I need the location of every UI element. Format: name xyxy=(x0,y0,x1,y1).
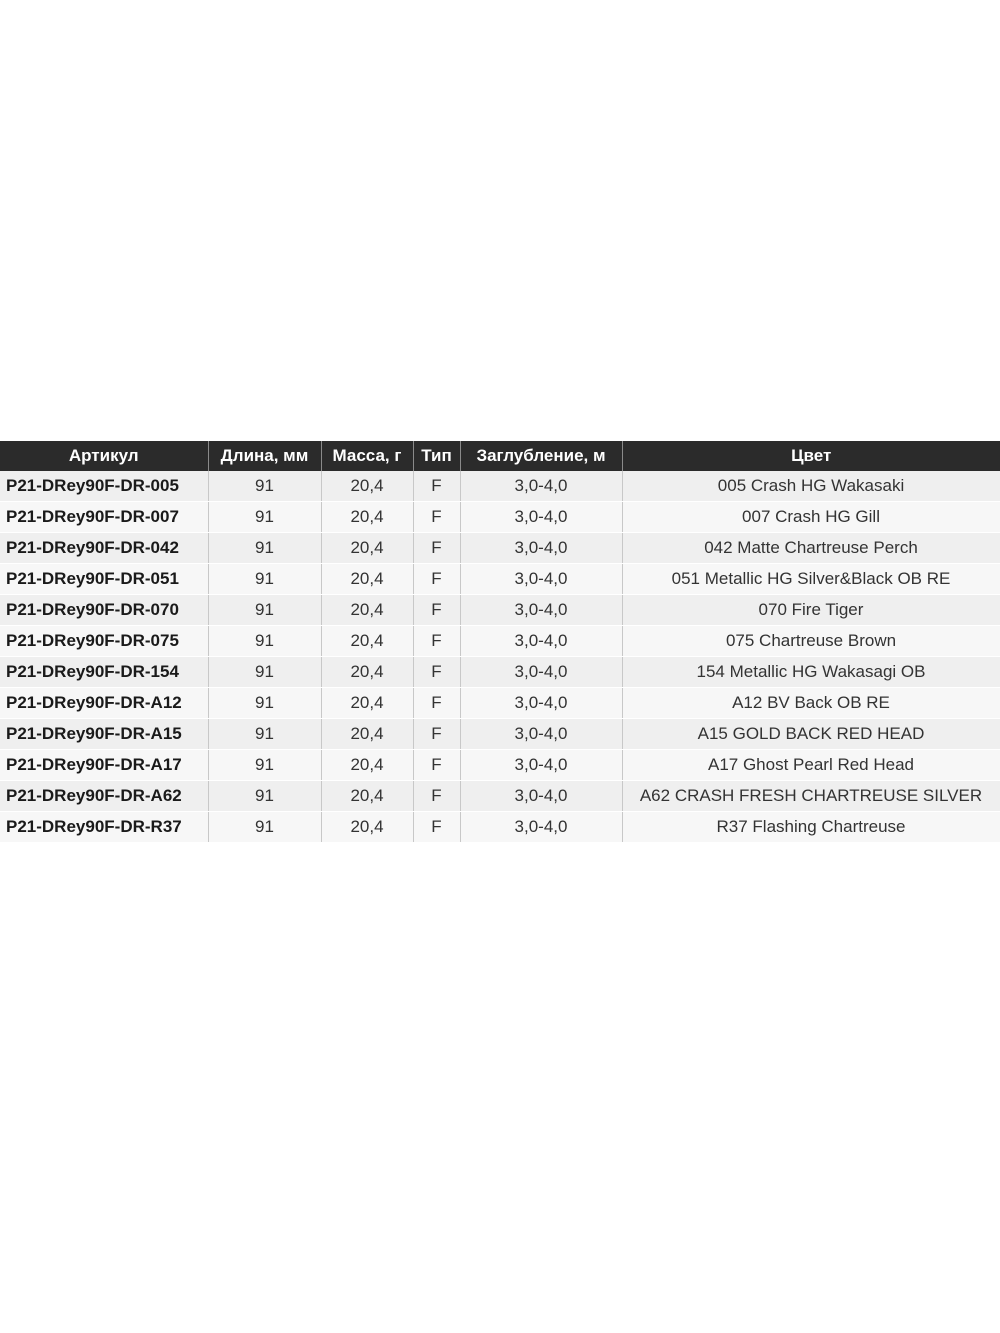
table-row xyxy=(0,781,1000,812)
table-body xyxy=(0,471,1000,843)
cell-type: F xyxy=(413,595,460,626)
cell-length: 91 xyxy=(208,657,321,688)
cell-sku: P21-DRey90F-DR-A17 xyxy=(0,750,208,781)
cell-type: F xyxy=(413,564,460,595)
cell-color: A15 GOLD BACK RED HEAD xyxy=(622,719,1000,750)
cell-depth: 3,0-4,0 xyxy=(460,533,622,564)
header-depth: Заглубление, м xyxy=(460,441,622,471)
header-mass: Масса, г xyxy=(321,441,413,471)
cell-mass: 20,4 xyxy=(321,533,413,564)
cell-type: F xyxy=(413,626,460,657)
cell-depth: 3,0-4,0 xyxy=(460,719,622,750)
product-spec-table xyxy=(0,441,1000,843)
cell-sku: P21-DRey90F-DR-075 xyxy=(0,626,208,657)
cell-sku: P21-DRey90F-DR-A12 xyxy=(0,688,208,719)
header-length: Длина, мм xyxy=(208,441,321,471)
cell-depth: 3,0-4,0 xyxy=(460,688,622,719)
table-row xyxy=(0,750,1000,781)
cell-type: F xyxy=(413,502,460,533)
cell-mass: 20,4 xyxy=(321,595,413,626)
cell-sku: P21-DRey90F-DR-A62 xyxy=(0,781,208,812)
cell-length: 91 xyxy=(208,626,321,657)
cell-mass: 20,4 xyxy=(321,719,413,750)
cell-depth: 3,0-4,0 xyxy=(460,471,622,502)
table-row xyxy=(0,688,1000,719)
cell-sku: P21-DRey90F-DR-042 xyxy=(0,533,208,564)
cell-depth: 3,0-4,0 xyxy=(460,564,622,595)
header-color: Цвет xyxy=(622,441,1000,471)
header-type: Тип xyxy=(413,441,460,471)
cell-sku: P21-DRey90F-DR-154 xyxy=(0,657,208,688)
cell-depth: 3,0-4,0 xyxy=(460,750,622,781)
cell-depth: 3,0-4,0 xyxy=(460,657,622,688)
table-row xyxy=(0,595,1000,626)
cell-length: 91 xyxy=(208,471,321,502)
cell-type: F xyxy=(413,471,460,502)
cell-color: 042 Matte Chartreuse Perch xyxy=(622,533,1000,564)
cell-color: 075 Chartreuse Brown xyxy=(622,626,1000,657)
cell-sku: P21-DRey90F-DR-A15 xyxy=(0,719,208,750)
cell-length: 91 xyxy=(208,595,321,626)
cell-sku: P21-DRey90F-DR-007 xyxy=(0,502,208,533)
cell-length: 91 xyxy=(208,719,321,750)
cell-length: 91 xyxy=(208,564,321,595)
cell-type: F xyxy=(413,812,460,843)
cell-length: 91 xyxy=(208,533,321,564)
cell-sku: P21-DRey90F-DR-070 xyxy=(0,595,208,626)
cell-length: 91 xyxy=(208,812,321,843)
cell-type: F xyxy=(413,750,460,781)
cell-color: A62 CRASH FRESH CHARTREUSE SILVER xyxy=(622,781,1000,812)
cell-type: F xyxy=(413,657,460,688)
cell-color: 154 Metallic HG Wakasagi OB xyxy=(622,657,1000,688)
cell-mass: 20,4 xyxy=(321,626,413,657)
product-spec-table-wrapper xyxy=(0,441,1000,843)
header-row xyxy=(0,441,1000,471)
cell-sku: P21-DRey90F-DR-051 xyxy=(0,564,208,595)
cell-length: 91 xyxy=(208,750,321,781)
cell-mass: 20,4 xyxy=(321,564,413,595)
cell-mass: 20,4 xyxy=(321,750,413,781)
cell-color: 005 Crash HG Wakasaki xyxy=(622,471,1000,502)
cell-depth: 3,0-4,0 xyxy=(460,781,622,812)
table-row xyxy=(0,719,1000,750)
table-row xyxy=(0,533,1000,564)
cell-color: 007 Crash HG Gill xyxy=(622,502,1000,533)
cell-type: F xyxy=(413,719,460,750)
cell-color: R37 Flashing Chartreuse xyxy=(622,812,1000,843)
cell-depth: 3,0-4,0 xyxy=(460,595,622,626)
cell-mass: 20,4 xyxy=(321,688,413,719)
cell-length: 91 xyxy=(208,688,321,719)
cell-depth: 3,0-4,0 xyxy=(460,812,622,843)
cell-mass: 20,4 xyxy=(321,657,413,688)
cell-mass: 20,4 xyxy=(321,502,413,533)
table-row xyxy=(0,657,1000,688)
table-row xyxy=(0,502,1000,533)
cell-depth: 3,0-4,0 xyxy=(460,502,622,533)
cell-depth: 3,0-4,0 xyxy=(460,626,622,657)
table-row xyxy=(0,471,1000,502)
table-row xyxy=(0,564,1000,595)
cell-length: 91 xyxy=(208,502,321,533)
header-sku: Артикул xyxy=(0,441,208,471)
cell-length: 91 xyxy=(208,781,321,812)
cell-type: F xyxy=(413,533,460,564)
cell-type: F xyxy=(413,781,460,812)
cell-color: 051 Metallic HG Silver&Black OB RE xyxy=(622,564,1000,595)
cell-color: A17 Ghost Pearl Red Head xyxy=(622,750,1000,781)
cell-color: 070 Fire Tiger xyxy=(622,595,1000,626)
table-header xyxy=(0,441,1000,471)
cell-type: F xyxy=(413,688,460,719)
cell-sku: P21-DRey90F-DR-R37 xyxy=(0,812,208,843)
cell-sku: P21-DRey90F-DR-005 xyxy=(0,471,208,502)
cell-mass: 20,4 xyxy=(321,812,413,843)
cell-mass: 20,4 xyxy=(321,781,413,812)
table-row xyxy=(0,626,1000,657)
cell-color: A12 BV Back OB RE xyxy=(622,688,1000,719)
cell-mass: 20,4 xyxy=(321,471,413,502)
table-row xyxy=(0,812,1000,843)
